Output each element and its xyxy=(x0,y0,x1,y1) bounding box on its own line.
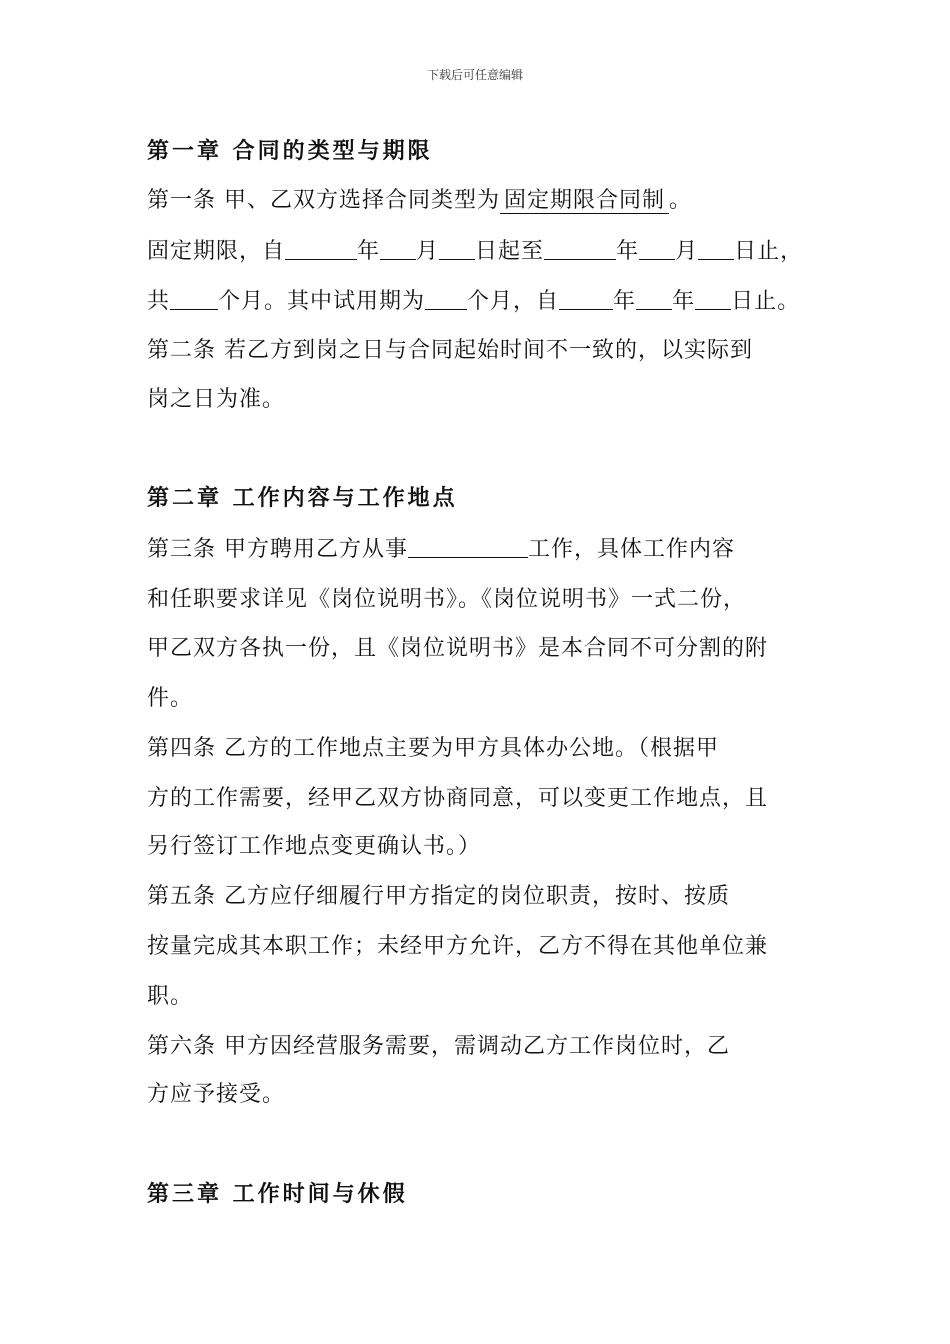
article-3-prefix: 第三条 甲方聘用乙方从事 xyxy=(147,537,408,562)
article-6-line-1: 第六条 甲方因经营服务需要，需调动乙方工作岗位时，乙 xyxy=(147,1034,730,1059)
probation-start-year-blank[interactable] xyxy=(559,287,613,310)
text-fragment: 年 xyxy=(357,239,381,264)
article-1-suffix: 。 xyxy=(669,188,693,213)
text-fragment: 年 xyxy=(613,289,637,314)
article-2-line-2: 岗之日为准。 xyxy=(147,387,286,412)
probation-end-day-blank[interactable] xyxy=(695,287,731,310)
text-fragment: 日止， xyxy=(734,239,804,264)
article-3-line-4: 件。 xyxy=(147,686,194,711)
text-fragment: 年 xyxy=(616,239,640,264)
text-fragment: 个月。其中试用期为 xyxy=(218,289,426,314)
probation-months-blank[interactable] xyxy=(425,287,467,310)
article-3-line-2: 和任职要求详见《岗位说明书》。《岗位说明书》一式二份， xyxy=(147,587,747,612)
job-title-blank[interactable] xyxy=(408,535,528,558)
article-6-line-2: 方应予接受。 xyxy=(147,1082,286,1107)
article-5-line-3: 职。 xyxy=(147,984,194,1009)
start-month-blank[interactable] xyxy=(380,237,416,260)
text-fragment: 个月，自 xyxy=(467,289,560,314)
article-3-line-3: 甲乙双方各执一份，且《岗位说明书》是本合同不可分割的附 xyxy=(147,636,769,661)
text-fragment: 年 xyxy=(672,289,696,314)
article-1-prefix: 第一条 甲、乙双方选择合同类型为 xyxy=(147,188,500,213)
start-year-blank[interactable] xyxy=(285,237,357,260)
total-months-blank[interactable] xyxy=(170,287,218,310)
end-month-blank[interactable] xyxy=(639,237,675,260)
chapter-2-title: 第二章 工作内容与工作地点 xyxy=(147,485,458,511)
article-5-line-1: 第五条 乙方应仔细履行甲方指定的岗位职责，按时、按质 xyxy=(147,884,730,909)
article-4-line-1: 第四条 乙方的工作地点主要为甲方具体办公地。（根据甲 xyxy=(147,736,719,761)
text-fragment: 共 xyxy=(147,289,171,314)
chapter-1-title: 第一章 合同的类型与期限 xyxy=(147,138,433,164)
chapter-3-title: 第三章 工作时间与休假 xyxy=(147,1181,408,1207)
page-header-note: 下载后可任意编辑 xyxy=(426,68,523,82)
article-2-line-1: 第二条 若乙方到岗之日与合同起始时间不一致的，以实际到 xyxy=(147,338,753,363)
text-fragment: 固定期限，自 xyxy=(147,239,286,264)
end-year-blank[interactable] xyxy=(544,237,616,260)
article-1-line-3 xyxy=(147,287,800,317)
contract-type-field[interactable]: 固定期限合同制 xyxy=(500,188,669,214)
article-3-suffix: 工作，具体工作内容 xyxy=(528,537,736,562)
end-day-blank[interactable] xyxy=(698,237,734,260)
article-3-line-1 xyxy=(147,535,735,565)
article-1-line-2 xyxy=(147,237,803,267)
article-4-line-2: 方的工作需要，经甲乙双方协商同意，可以变更工作地点，且 xyxy=(147,786,769,811)
text-fragment: 日起至 xyxy=(475,239,545,264)
text-fragment: 月 xyxy=(416,239,440,264)
article-4-line-3: 另行签订工作地点变更确认书。） xyxy=(147,834,482,859)
article-5-line-2: 按量完成其本职工作；未经甲方允许，乙方不得在其他单位兼 xyxy=(147,934,769,959)
start-day-blank[interactable] xyxy=(439,237,475,260)
article-1-line-1 xyxy=(147,186,692,216)
probation-blank-2[interactable] xyxy=(636,287,672,310)
text-fragment: 日止。 xyxy=(731,289,801,314)
text-fragment: 月 xyxy=(675,239,699,264)
